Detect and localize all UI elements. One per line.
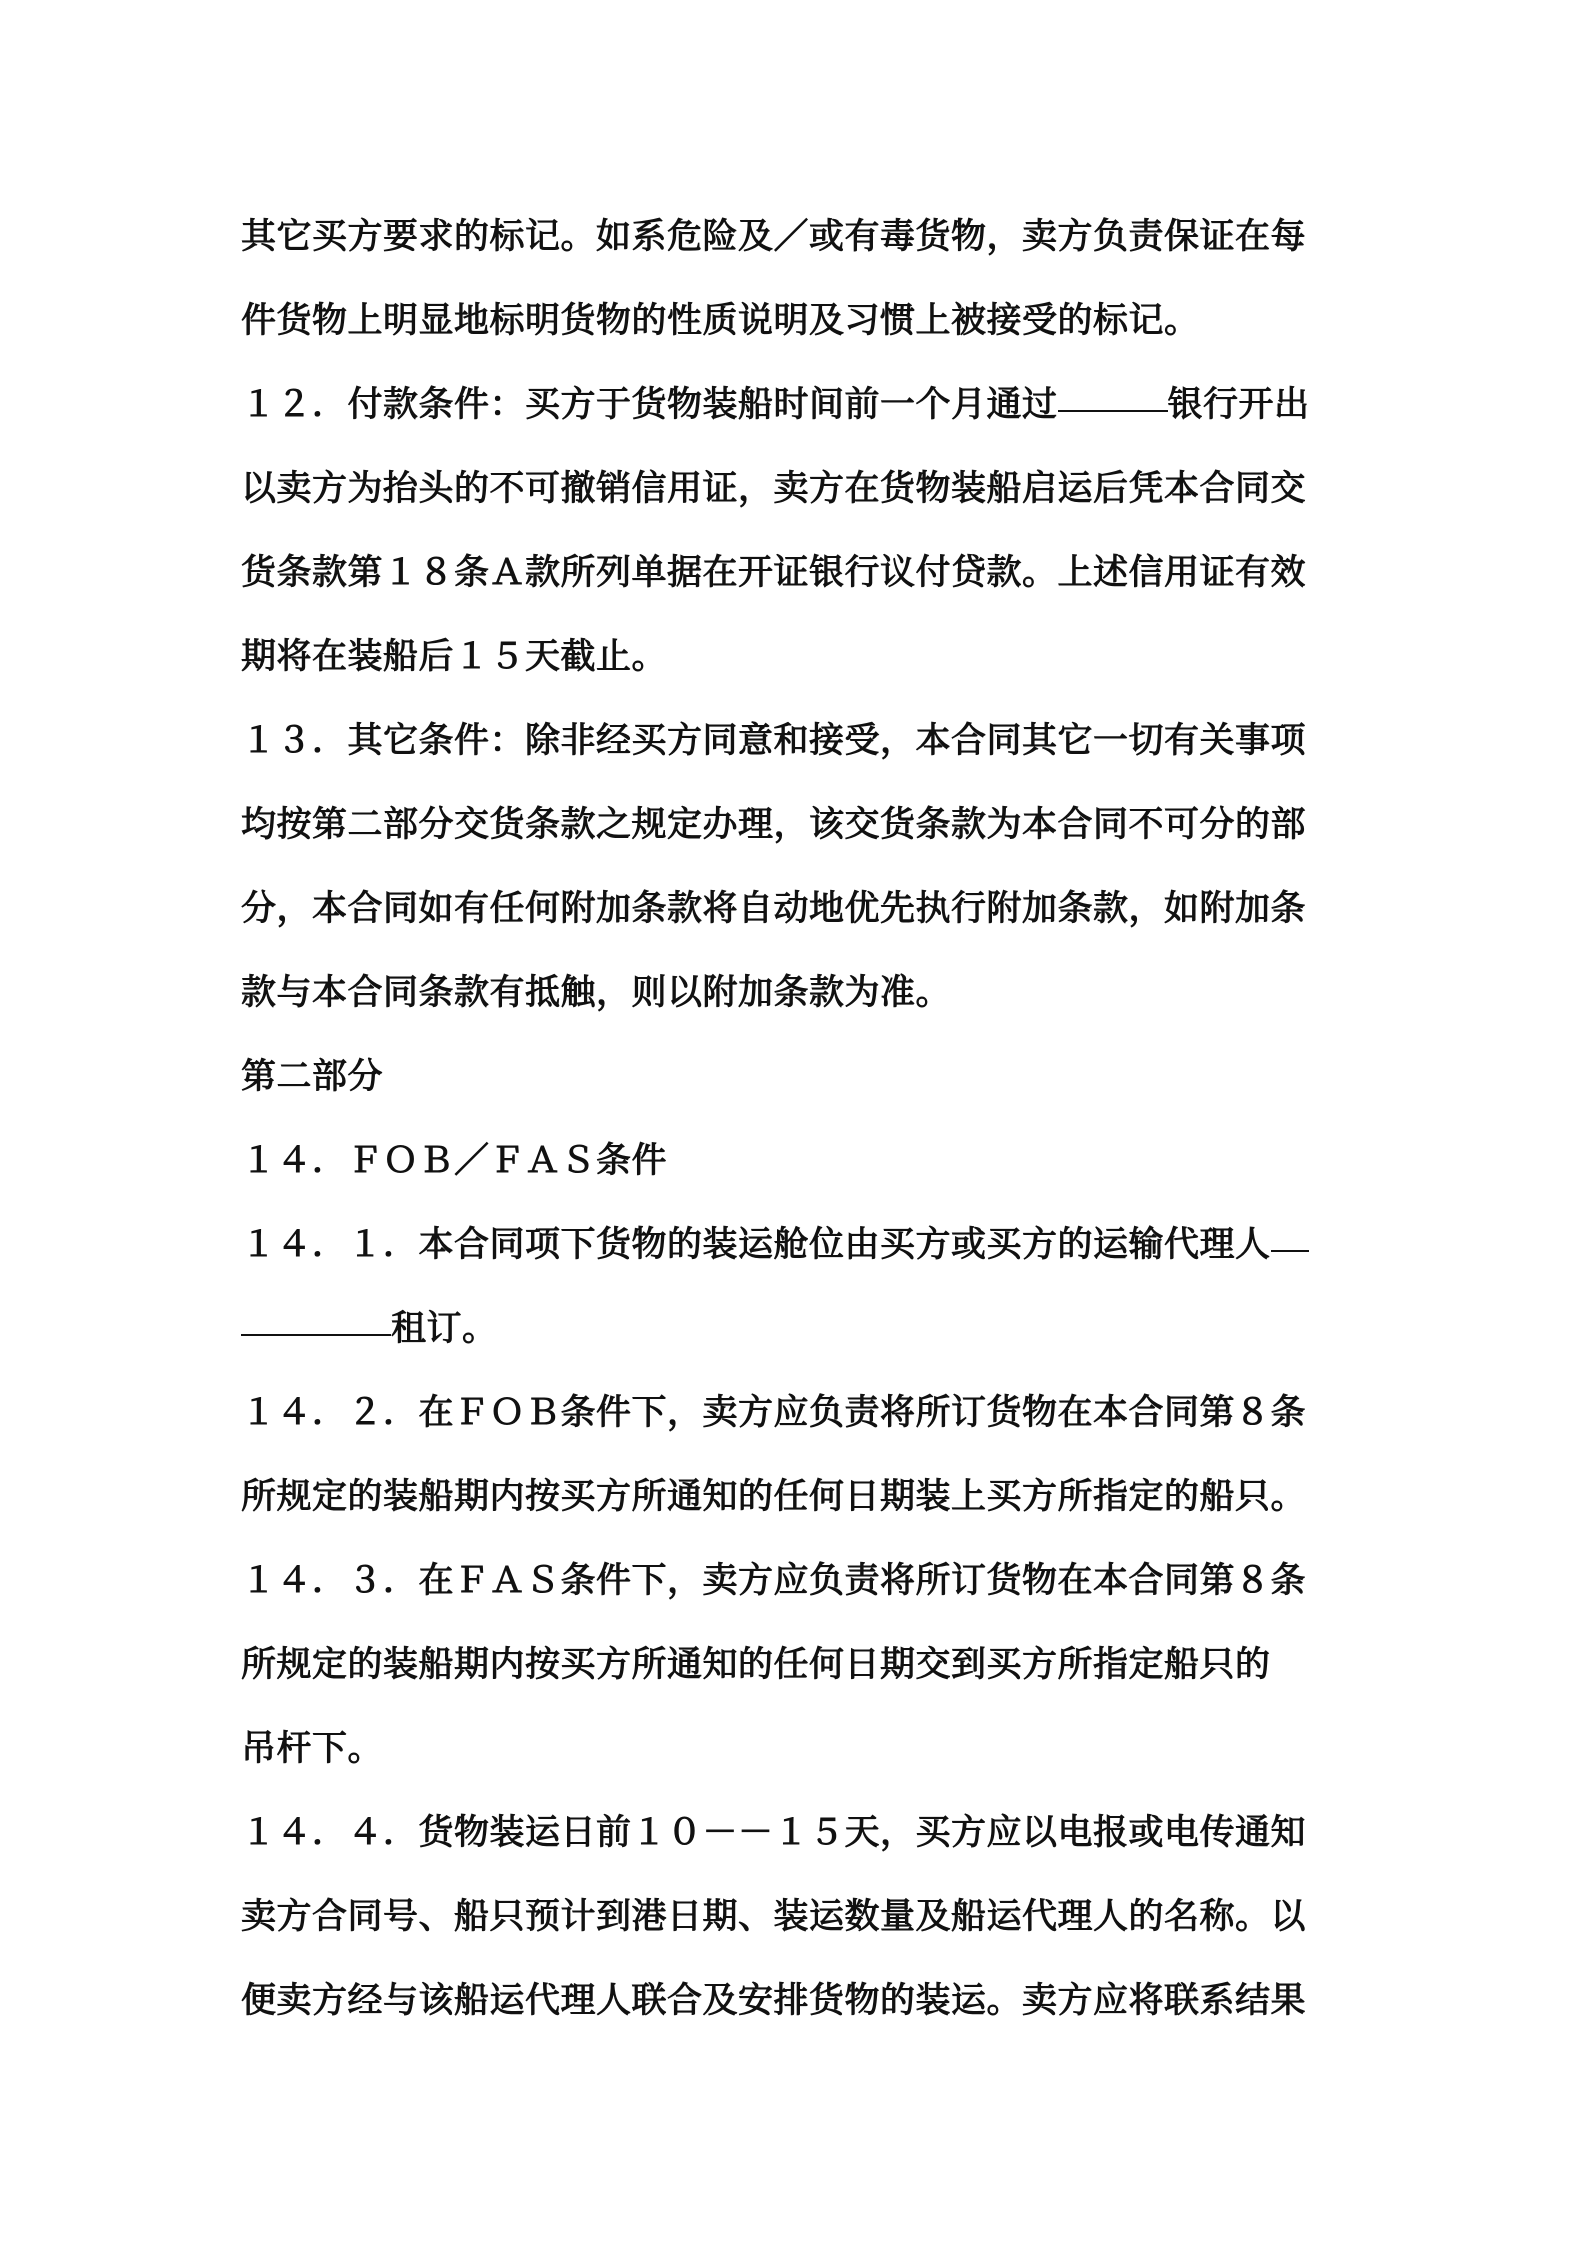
text-line: 所规定的装船期内按买方所通知的任何日期装上买方所指定的船只。 [241,1477,1307,1517]
text-line: 分，本合同如有任何附加条款将自动地优先执行附加条款，如附加条 [241,889,1307,929]
text-line: 款与本合同条款有抵触，则以附加条款为准。 [241,973,952,1013]
text-line: １４．４．货物装运日前１０－－１５天，买方应以电报或电传通知 [241,1813,1307,1853]
text-line: １３．其它条件：除非经买方同意和接受，本合同其它一切有关事项 [241,721,1307,761]
clause-14-1-line [241,1203,1361,1287]
text-line: 期将在装船后１５天截止。 [241,637,668,677]
clause-12-line [241,363,1361,447]
fill-in-blank [241,1290,391,1336]
text-line: 均按第二部分交货条款之规定办理，该交货条款为本合同不可分的部 [241,805,1307,845]
text-segment: １４．１．本合同项下货物的装运舱位由买方或买方的运输代理人 [241,1225,1271,1265]
text-line: 吊杆下。 [241,1729,384,1769]
document-body [241,195,1361,2043]
clause-heading: １４．ＦＯＢ／ＦＡＳ条件 [241,1141,668,1181]
text-segment: 租订。 [391,1309,498,1349]
text-line: 卖方合同号、船只预计到港日期、装运数量及船运代理人的名称。以 [241,1897,1307,1937]
text-line: 件货物上明显地标明货物的性质说明及习惯上被接受的标记。 [241,301,1200,341]
section-heading: 第二部分 [241,1057,384,1097]
text-line: 货条款第１８条Ａ款所列单据在开证银行议付贷款。上述信用证有效 [241,553,1307,593]
text-line: １４．２．在ＦＯＢ条件下，卖方应负责将所订货物在本合同第８条 [241,1393,1307,1433]
text-segment: 银行开出 [1167,385,1310,425]
text-line: 以卖方为抬头的不可撤销信用证，卖方在货物装船启运后凭本合同交 [241,469,1307,509]
text-line: 所规定的装船期内按买方所通知的任何日期交到买方所指定船只的 [241,1645,1271,1685]
clause-14-1-continuation [241,1287,1361,1371]
text-line: 其它买方要求的标记。如系危险及／或有毒货物，卖方负责保证在每 [241,217,1307,257]
text-line: １４．３．在ＦＡＳ条件下，卖方应负责将所订货物在本合同第８条 [241,1561,1307,1601]
text-segment: １２．付款条件：买方于货物装船时间前一个月通过 [241,385,1058,425]
fill-in-blank [1058,366,1168,412]
text-line: 便卖方经与该船运代理人联合及安排货物的装运。卖方应将联系结果 [241,1981,1307,2021]
fill-in-blank [1271,1206,1309,1252]
